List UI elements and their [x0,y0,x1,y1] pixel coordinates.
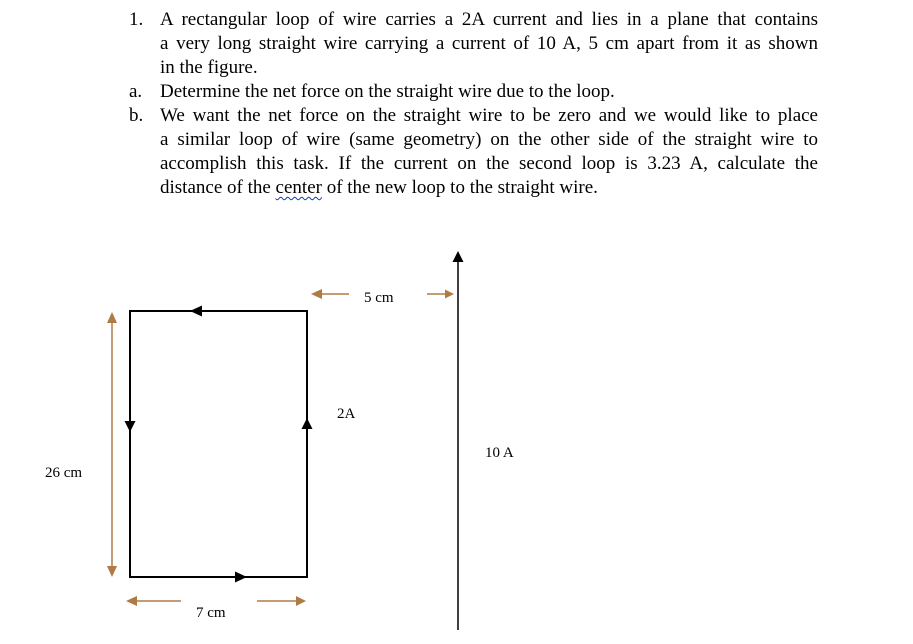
height-label: 26 cm [45,465,83,481]
straight-wire-current-arrow [453,251,464,262]
part-b-line-2: a similar loop of wire (same geometry) on the other side of the straight wire to [160,129,818,150]
item1-line-3: in the figure. [160,57,258,78]
part-a-text: Determine the net force on the straight wire due to the loop. [160,81,615,102]
item1-line-1: A rectangular loop of wire carries a 2A current and lies in a plane that contains [160,9,818,30]
loop-right-current-arrow [302,418,313,429]
part-b-line-4-after: of the new loop to the straight wire. [321,177,598,198]
loop-current-label: 2A [337,406,356,422]
rectangular-loop [130,311,307,577]
wire-current-label: 10 A [485,445,514,461]
height-arrow-bottom-head [107,566,117,577]
part-a-letter: a. [129,81,143,102]
gap-arrow-left-head [311,289,322,299]
gap-arrow-right-head [445,290,454,299]
part-b-line-4-before: distance of the [160,177,276,198]
gap-label: 5 cm [364,290,394,306]
width-label: 7 cm [196,605,226,621]
part-b-letter: b. [129,105,144,126]
width-arrow-left-head [126,596,137,606]
spell-marked-word: center [275,177,322,198]
loop-bottom-current-arrow [235,572,247,583]
part-b-line-1: We want the net force on the straight wire to be zero and we would like to place [160,105,818,126]
item-number: 1. [129,9,144,30]
height-arrow-top-head [107,312,117,323]
item1-line-2: a very long straight wire carrying a current of 10 A, 5 cm apart from it as shown [160,33,818,54]
width-arrow-right-head [296,596,306,606]
part-b-line-3: accomplish this task. If the current on the second loop is 3.23 A, calculate the [160,153,818,174]
loop-left-current-arrow [125,421,136,432]
loop-top-current-arrow [190,306,202,317]
